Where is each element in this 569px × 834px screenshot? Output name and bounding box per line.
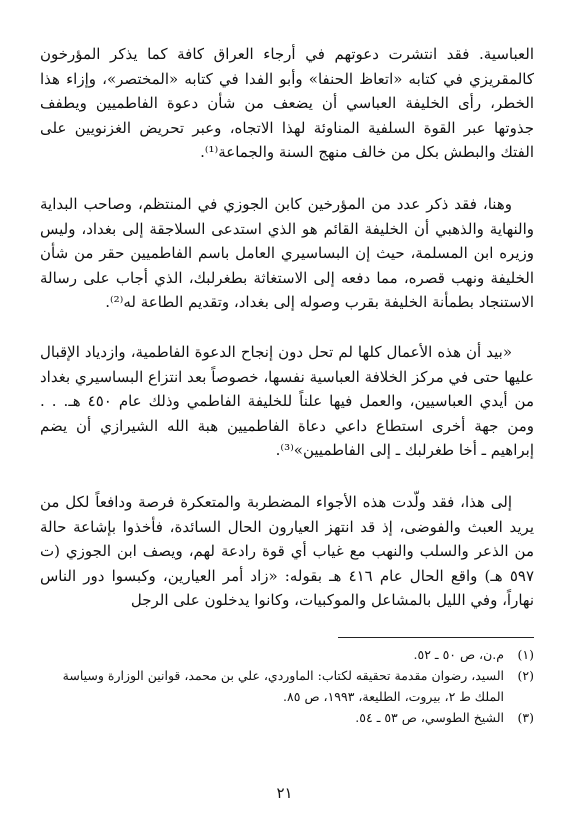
body-text-block-2 bbox=[40, 192, 534, 315]
footnote-text: م.ن، ص ٥٠ ـ ٥٢. bbox=[413, 647, 504, 662]
body-text-block-1 bbox=[40, 42, 534, 165]
footnote-number: (١) bbox=[517, 647, 534, 662]
paragraph-3-quotation: «بيد أن هذه الأعمال كلها لم تحل دون إنجاح الدعوة الفاطمية، وازدياد الإقبال عليها حتى في مركز الخلافة العباسية نفسها، خصوصاً بعد انتزاع البساسيري بغداد من أيدي العباسيين، والعمل فيها علناً للخليفة الفاطمي وذلك عام ٤٥٠ هـ. . . ومن جهة أخرى استطاع داعي دعاة الفاطميين هبة الله الشيرازي أن يضم إبراهيم ـ أخا طغرلبك ـ إلى الفاطميين»⁽³⁾. bbox=[40, 343, 534, 459]
footnote-text: الشيخ الطوسي، ص ٥٣ ـ ٥٤. bbox=[355, 710, 504, 725]
footnote-3 bbox=[40, 707, 534, 728]
footnote-number: (٢) bbox=[517, 668, 534, 683]
page-number: ٢١ bbox=[276, 784, 293, 802]
footnote-2 bbox=[40, 665, 534, 707]
body-text-block-4 bbox=[40, 490, 534, 613]
footnote-1 bbox=[40, 644, 534, 665]
footnotes bbox=[40, 644, 534, 728]
paragraph-2: وهنا، فقد ذكر عدد من المؤرخين كابن الجوزي في المنتظم، وصاحب البداية والنهاية والذهبي أن الخليفة القائم هو الذي استدعى السلاجقة إلى بغداد، وليس وزيره ابن المسلمة، حيث إن البساسيري العامل باسم الفاطميين حقر من شأن الخليفة ونهب قصره، مما دفعه إلى الاستغاثة بطغرلبك، الذي أجاب على رسالة الاستنجاد بطمأنة الخليفة بقرب وصوله إلى بغداد، وتقديم الطاعة له⁽²⁾. bbox=[40, 195, 534, 311]
footnote-separator bbox=[338, 637, 534, 638]
footnote-number: (٣) bbox=[517, 710, 534, 725]
paragraph-1: العباسية. فقد انتشرت دعوتهم في أرجاء العراق كافة كما يذكر المؤرخون كالمقريزي في كتابه «اتعاظ الحنفا» وأبو الفدا في كتابه «المختصر»، وإزاء هذا الخطر، رأى الخليفة العباسي أن يضعف من شأن دعوة الفاطميين ويطفف جذوتها عبر القوة السلفية المناوئة لهذا الاتجاه، وعبر تحريض الغزنويين على الفتك والبطش بكل من خالف منهج السنة والجماعة⁽¹⁾. bbox=[40, 45, 534, 161]
body-text-block-3 bbox=[40, 340, 534, 463]
paragraph-4: إلى هذا، فقد ولّدت هذه الأجواء المضطربة والمتعكرة فرصة ودافعاً لكل من يريد العبث والفوضى، إذ قد انتهز العيارون الحال السائدة، فأخذوا بإشاعة حالة من الذعر والسلب والنهب مع غياب أي قوة رادعة لهم، ويصف ابن الجوزي (ت ٥٩٧ هـ) واقع الحال عام ٤١٦ هـ بقوله: «زاد أمر العيارين، وكبسوا دور الناس نهاراً، وفي الليل بالمشاعل والموكبيات، وكانوا يدخلون على الرجل bbox=[40, 493, 534, 609]
footnote-text: السيد، رضوان مقدمة تحقيقه لكتاب: الماوردي، علي بن محمد، قوانين الوزارة وسياسة الملك ط ٢، بيروت، الطليعة، ١٩٩٣، ص ٨٥. bbox=[62, 668, 504, 704]
